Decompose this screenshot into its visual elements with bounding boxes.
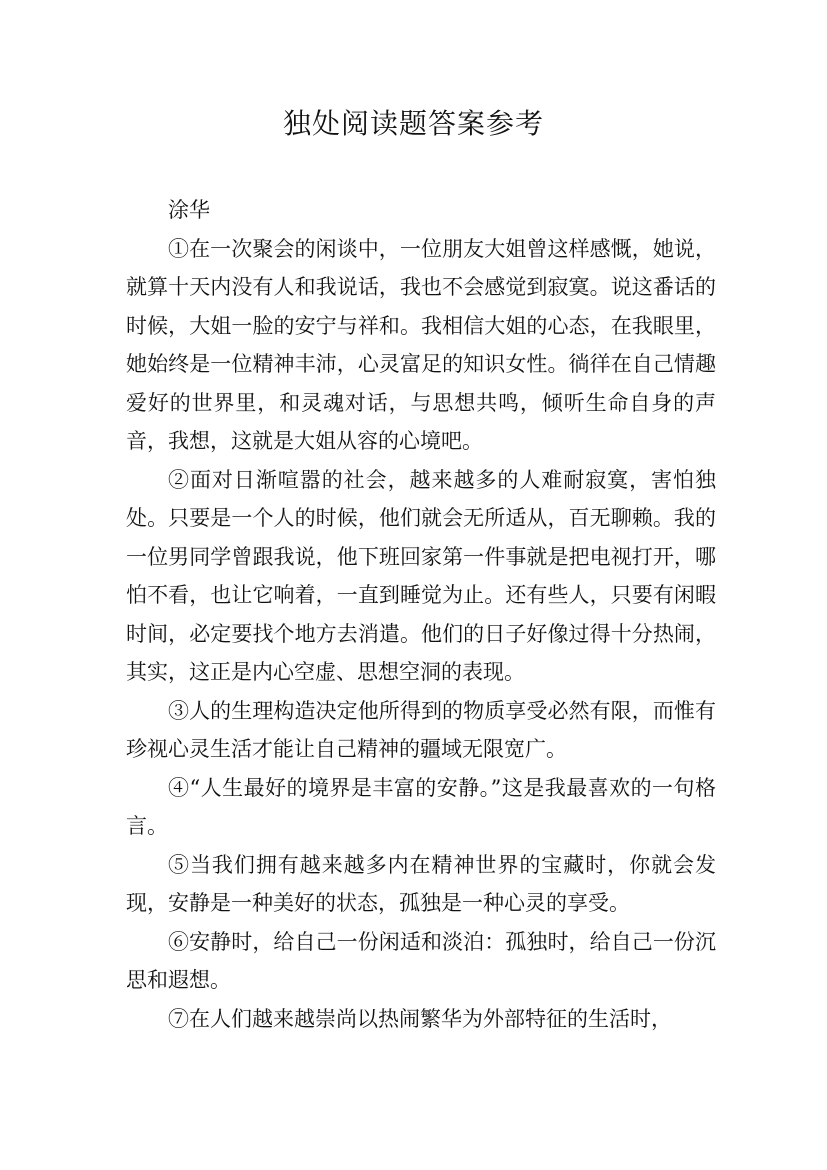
paragraph-1: ①在一次聚会的闲谈中，一位朋友大姐曾这样感慨，她说，就算十天内没有人和我说话，我也不会感觉到寂寞。说这番话的时候，大姐一脸的安宁与祥和。我相信大姐的心态，在我眼里，她始终是一位精神丰沛，心灵富足的知识女性。徜徉在自己情趣爱好的世界里，和灵魂对话，与思想共鸣，倾听生命自身的声音，我想，这就是大姐从容的心境吧。 [126,236,716,453]
author-line: 涂华 [168,198,210,222]
paragraph-3: ③人的生理构造决定他所得到的物质享受必然有限，而惟有珍视心灵生活才能让自己精神的疆域无限宽广。 [126,698,716,761]
paragraph-2: ②面对日渐喧嚣的社会，越来越多的人难耐寂寞，害怕独处。只要是一个人的时候，他们就会无所适从，百无聊赖。我的一位男同学曾跟我说，他下班回家第一件事就是把电视打开，哪怕不看，也让它响着，一直到睡觉为止。还有些人，只要有闲暇时间，必定要找个地方去消遣。他们的日子好像过得十分热闹，其实，这正是内心空虚、思想空洞的表现。 [126,467,716,684]
paragraph-4: ④“人生最好的境界是丰富的安静。”这是我最喜欢的一句格言。 [126,775,716,838]
paragraph-7: ⑦在人们越来越崇尚以热闹繁华为外部特征的生活时， [168,1006,672,1031]
document-title: 独处阅读题答案参考 [282,107,544,140]
paragraph-6: ⑥安静时，给自己一份闲适和淡泊：孤独时，给自己一份沉思和遐想。 [126,929,716,992]
document-body [126,191,716,1038]
paragraph-5: ⑤当我们拥有越来越多内在精神世界的宝藏时，你就会发现，安静是一种美好的状态，孤独是一种心灵的享受。 [126,852,716,915]
